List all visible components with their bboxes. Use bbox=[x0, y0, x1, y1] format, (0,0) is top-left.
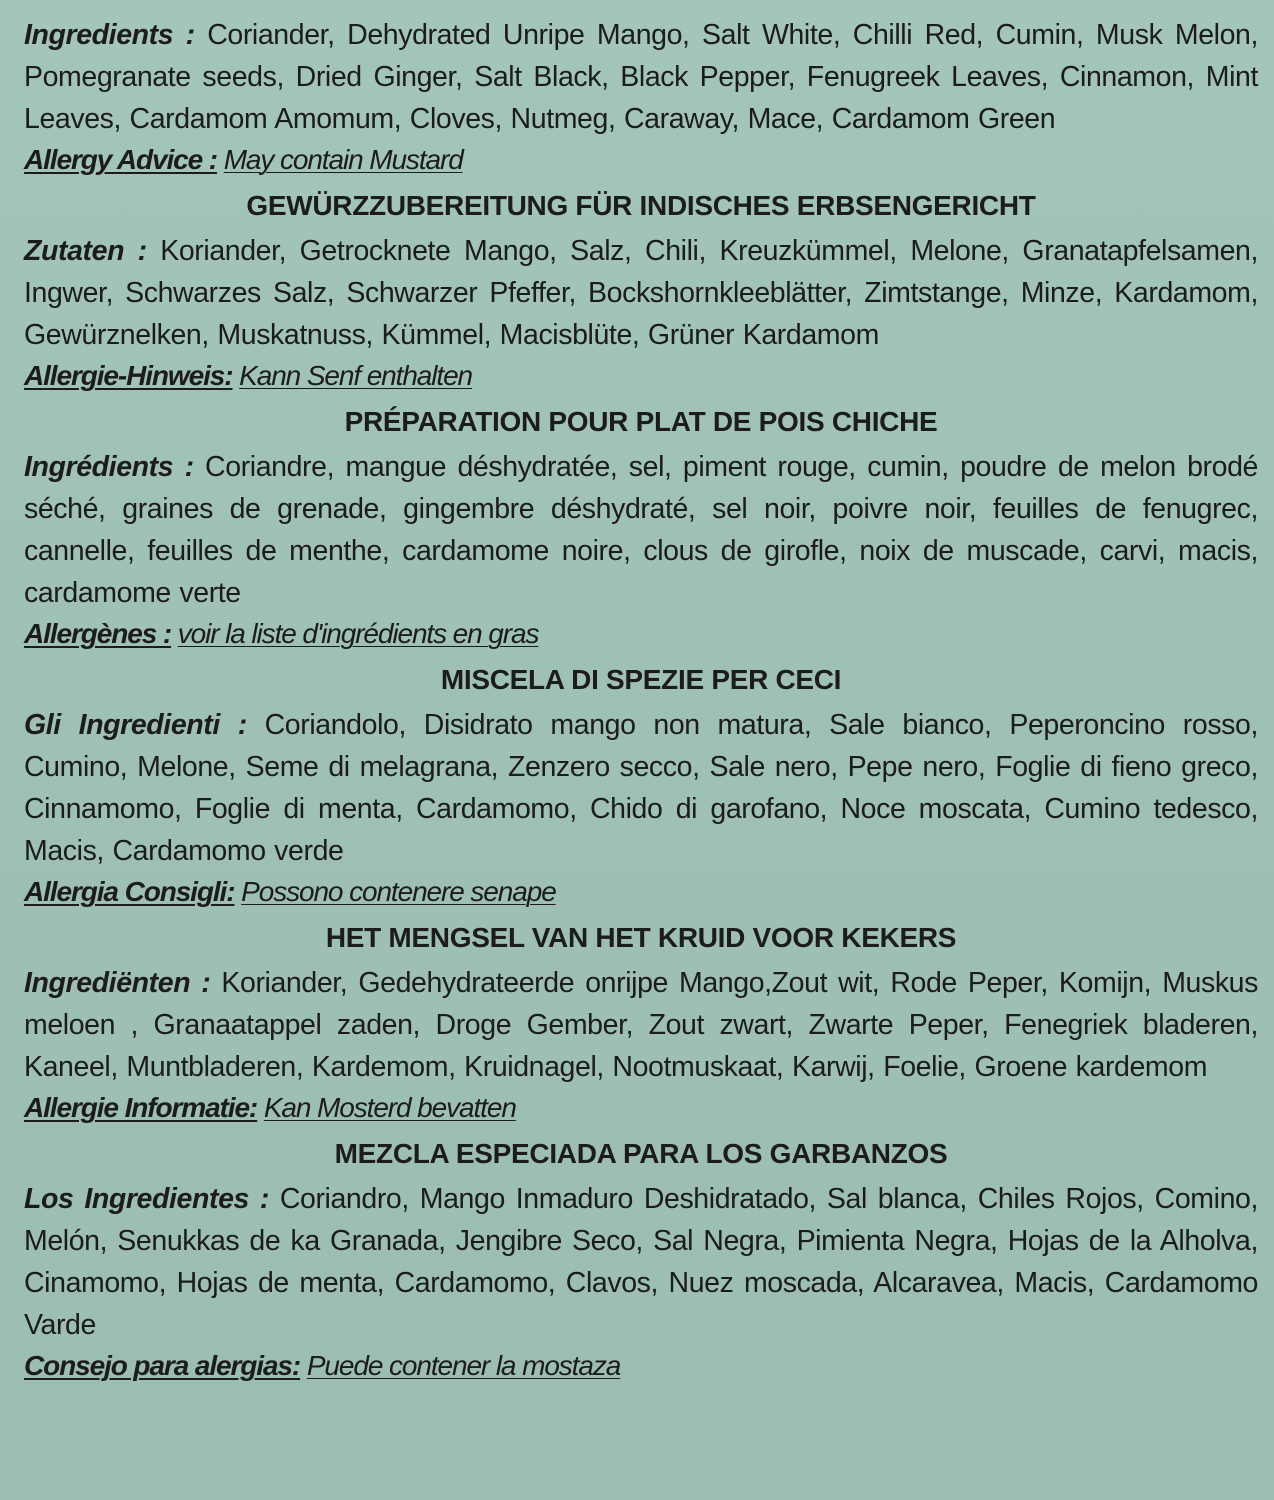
ingredients-paragraph bbox=[24, 1178, 1258, 1346]
allergy-text: Kann Senf enthalten bbox=[239, 360, 473, 391]
ingredients-paragraph bbox=[24, 230, 1258, 356]
ingredients-paragraph bbox=[24, 446, 1258, 614]
allergy-text: Possono contenere senape bbox=[241, 876, 556, 907]
allergy-advice bbox=[24, 1088, 1258, 1128]
allergy-label: Allergie-Hinweis: bbox=[24, 360, 233, 391]
allergy-advice bbox=[24, 140, 1258, 180]
ingredients-list: Coriander, Dehydrated Unripe Mango, Salt White, Chilli Red, Cumin, Musk Melon, Pomegranate seeds, Dried Ginger, Salt Black, Black Pepper, Fenugreek Leaves, Cinnamon, Mint Leaves, Cardamom Amomum, Cloves, Nutmeg, Caraway, Mace, Cardamom Green bbox=[24, 19, 1258, 135]
ingredients-list: Coriandolo, Disidrato mango non matura, Sale bianco, Peperoncino rosso, Cumino, Melone, Seme di melagrana, Zenzero secco, Sale nero, Pepe nero, Foglie di fieno greco, Cinnamomo, Foglie di menta, Cardamomo, Chido di garofano, Noce moscata, Cumino tedesco, Macis, Cardamomo verde bbox=[24, 709, 1258, 867]
ingredients-paragraph bbox=[24, 14, 1258, 140]
allergy-advice bbox=[24, 614, 1258, 654]
allergy-label: Consejo para alergias: bbox=[24, 1350, 301, 1381]
ingredients-label: Ingrediënten : bbox=[24, 967, 211, 999]
section-heading: MISCELA DI SPEZIE PER CECI bbox=[440, 664, 842, 695]
ingredients-list: Coriandro, Mango Inmaduro Deshidratado, Sal blanca, Chiles Rojos, Comino, Melón, Senukkas de ka Granada, Jengibre Seco, Sal Negra, Pimienta Negra, Hojas de la Alholva, Cinamomo, Hojas de menta, Cardamomo, Clavos, Nuez moscada, Alcaravea, Macis, Cardamomo Varde bbox=[24, 1183, 1258, 1341]
ingredients-paragraph bbox=[24, 962, 1258, 1088]
allergy-label: Allergie Informatie: bbox=[24, 1092, 258, 1123]
allergy-label: Allergia Consigli: bbox=[24, 876, 235, 907]
allergy-label: Allergy Advice : bbox=[24, 144, 217, 175]
section-dutch bbox=[24, 916, 1258, 1128]
ingredients-label: Zutaten : bbox=[24, 235, 147, 267]
section-italian bbox=[24, 658, 1258, 912]
ingredients-label: Ingredients : bbox=[24, 19, 195, 51]
allergy-text: voir la liste d'ingrédients en gras bbox=[177, 618, 539, 649]
ingredients-list: Koriander, Getrocknete Mango, Salz, Chili, Kreuzkümmel, Melone, Granatapfelsamen, Ingwer, Schwarzes Salz, Schwarzer Pfeffer, Bockshornkleeblätter, Zimtstange, Minze, Kardamom, Gewürznelken, Muskatnuss, Kümmel, Macisblüte, Grüner Kardamom bbox=[24, 235, 1259, 351]
section-spanish bbox=[24, 1132, 1258, 1386]
section-heading: MEZCLA ESPECIADA PARA LOS GARBANZOS bbox=[334, 1138, 948, 1169]
allergy-advice bbox=[24, 1346, 1258, 1386]
section-heading: HET MENGSEL VAN HET KRUID VOOR KEKERS bbox=[325, 922, 957, 953]
allergy-advice bbox=[24, 356, 1258, 396]
allergy-text: Puede contener la mostaza bbox=[306, 1350, 621, 1381]
section-german bbox=[24, 184, 1258, 396]
ingredients-paragraph bbox=[24, 704, 1258, 872]
allergy-text: Kan Mosterd bevatten bbox=[263, 1092, 516, 1123]
ingredients-list: Coriandre, mangue déshydratée, sel, piment rouge, cumin, poudre de melon brodé séché, graines de grenade, gingembre déshydraté, sel noir, poivre noir, feuilles de fenugrec, cannelle, feuilles de menthe, cardamome noire, clous de girofle, noix de muscade, carvi, macis, cardamome verte bbox=[24, 451, 1258, 609]
ingredients-list: Koriander, Gedehydrateerde onrijpe Mango,Zout wit, Rode Peper, Komijn, Muskus meloen , Granaatappel zaden, Droge Gember, Zout zwart, Zwarte Peper, Fenegriek bladeren, Kaneel, Muntbladeren, Kardemom, Kruidnagel, Nootmuskaat, Karwij, Foelie, Groene kardemom bbox=[24, 967, 1258, 1083]
ingredients-label: Los Ingredientes : bbox=[24, 1183, 269, 1215]
ingredients-label: Ingrédients : bbox=[24, 451, 194, 483]
section-english bbox=[24, 14, 1258, 180]
allergy-advice bbox=[24, 872, 1258, 912]
section-french bbox=[24, 400, 1258, 654]
allergy-text: May contain Mustard bbox=[223, 144, 463, 175]
section-heading: PRÉPARATION POUR PLAT DE POIS CHICHE bbox=[344, 406, 938, 437]
section-heading: GEWÜRZZUBEREITUNG FÜR INDISCHES ERBSENGERICHT bbox=[246, 190, 1036, 221]
ingredients-label: Gli Ingredienti : bbox=[24, 709, 247, 741]
allergy-label: Allergènes : bbox=[24, 618, 172, 649]
